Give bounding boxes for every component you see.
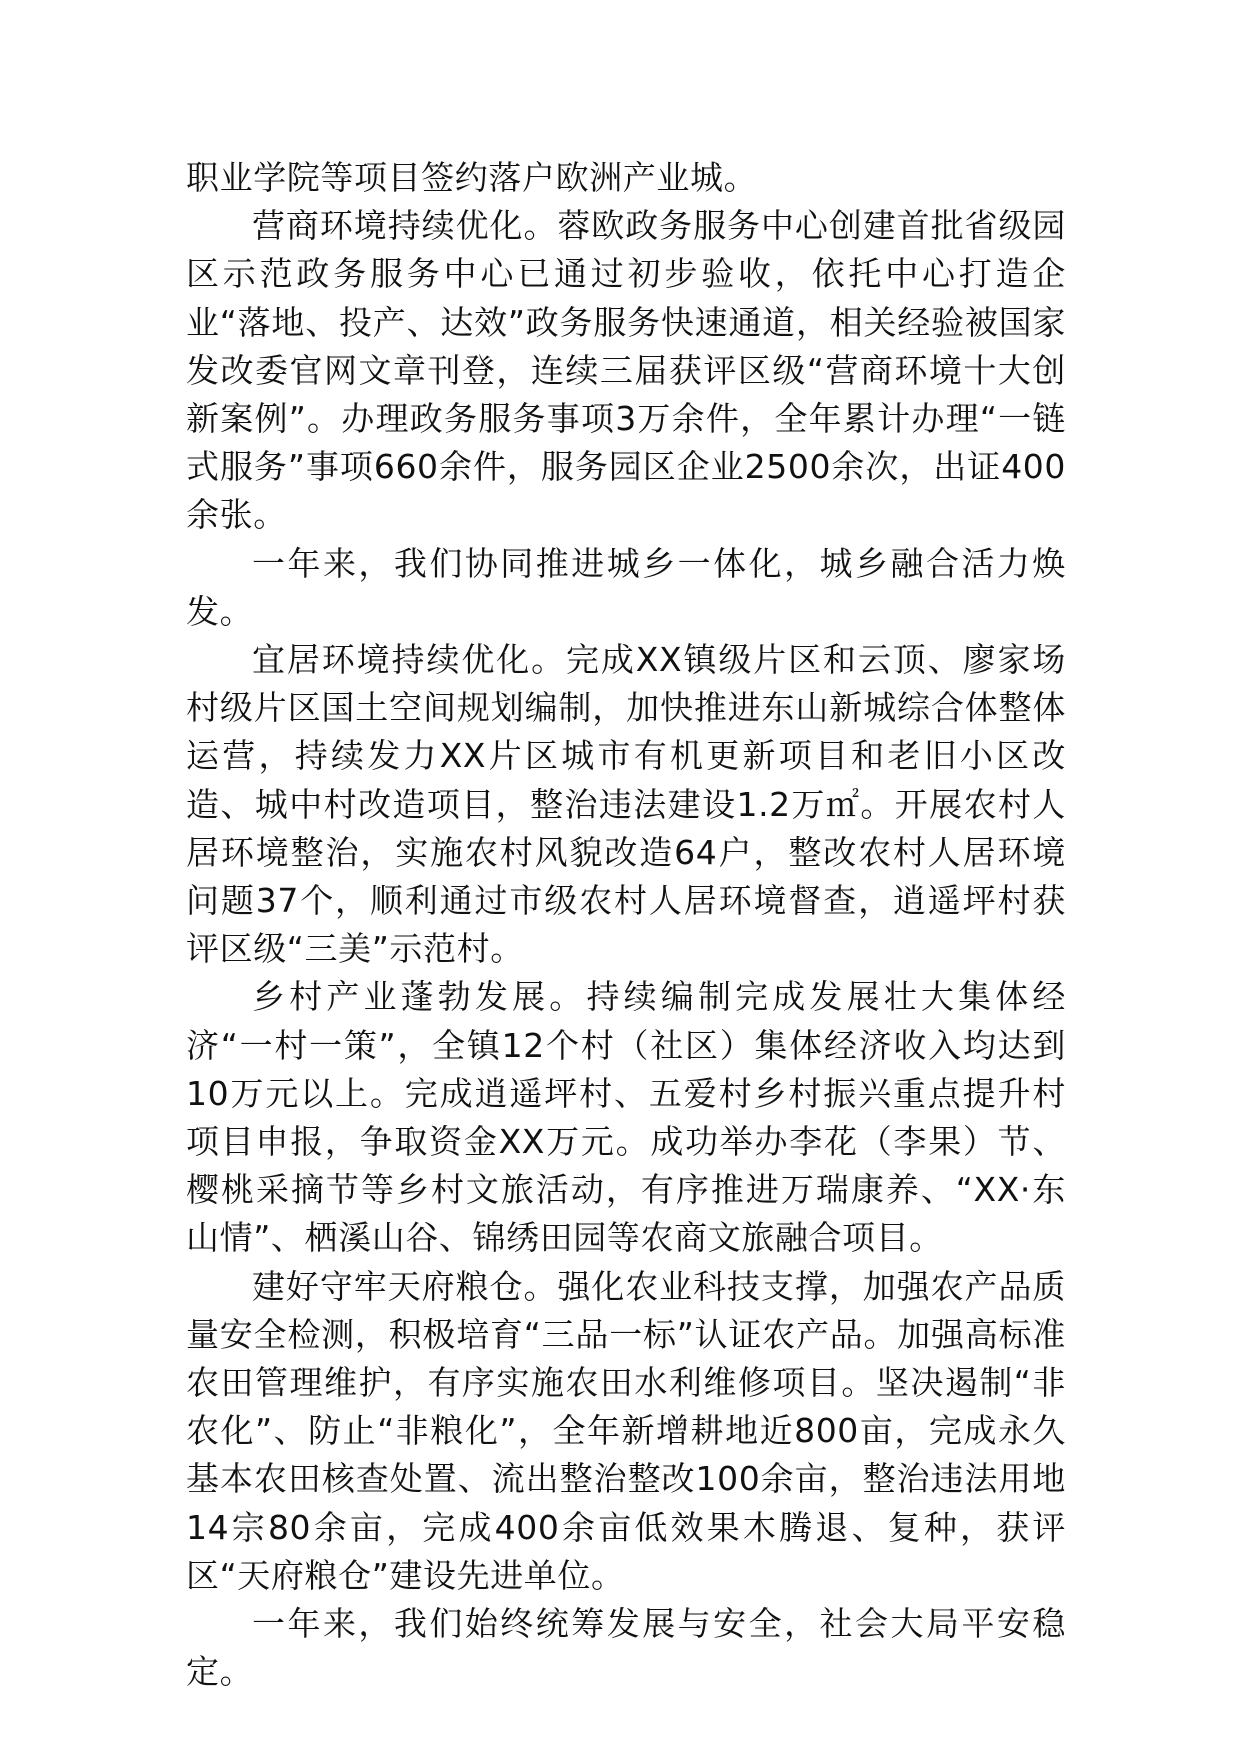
paragraph-urban-rural-intro: 一年来，我们协同推进城乡一体化，城乡融合活力焕发。 <box>186 543 1066 631</box>
paragraph-continued: 职业学院等项目签约落户欧洲产业城。 <box>186 158 758 197</box>
paragraph-rural-industry: 乡村产业蓬勃发展。持续编制完成发展壮大集体经济“一村一策”，全镇12个村（社区）集体经济收入均达到10万元以上。完成逍遥坪村、五爱村乡村振兴重点提升村项目申报，争取资金XX万元。成功举办李花（李果）节、樱桃采摘节等乡村文旅活动，有序推进万瑞康养、“XX·东山情”、栖溪山谷、锦绣田园等农商文旅融合项目。 <box>186 977 1066 1258</box>
paragraph-living-environment: 宜居环境持续优化。完成XX镇级片区和云顶、廖家场村级片区国土空间规划编制，加快推进东山新城综合体整体运营，持续发力XX片区城市有机更新项目和老旧小区改造、城中村改造项目，整治违法建设1.2万㎡。开展农村人居环境整治，实施农村风貌改造64户，整改农村人居环境问题37个，顺利通过市级农村人居环境督查，逍遥坪村获评区级“三美”示范村。 <box>186 640 1066 969</box>
paragraph-security-intro: 一年来，我们始终统筹发展与安全，社会大局平安稳定。 <box>186 1604 1066 1692</box>
paragraph-granary: 建好守牢天府粮仓。强化农业科技支撑，加强农产品质量安全检测，积极培育“三品一标”认证农产品。加强高标准农田管理维护，有序实施农田水利维修项目。坚决遏制“非农化”、防止“非粮化”，全年新增耕地近800亩，完成永久基本农田核查处置、流出整治整改100余亩，整治违法用地14宗80余亩，完成400余亩低效果木腾退、复种，获评区“天府粮仓”建设先进单位。 <box>186 1266 1066 1595</box>
document-page <box>186 154 1066 1697</box>
paragraph-business-environment: 营商环境持续优化。蓉欧政务服务中心创建首批省级园区示范政务服务中心已通过初步验收，依托中心打造企业“落地、投产、达效”政务服务快速通道，相关经验被国家发改委官网文章刊登，连续三届获评区级“营商环境十大创新案例”。办理政务服务事项3万余件，全年累计办理“一链式服务”事项660余件，服务园区企业2500余次，出证400余张。 <box>186 206 1066 535</box>
